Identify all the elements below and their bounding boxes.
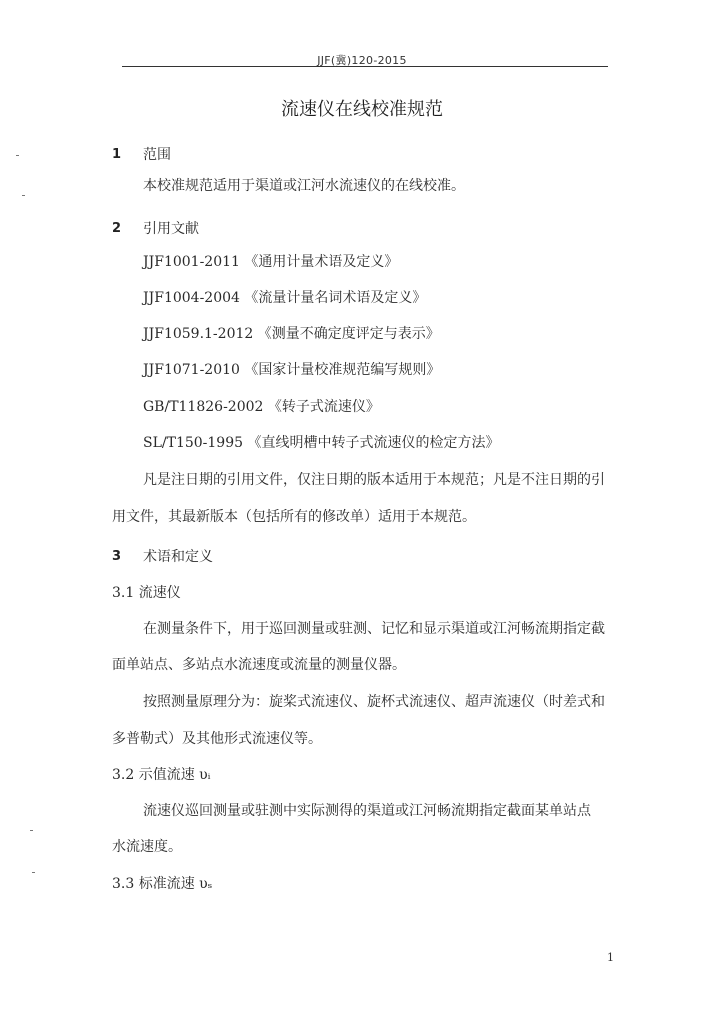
document-code: JJF(冀)120-2015	[317, 54, 407, 67]
reference-item: JJF1004-2004 《流量计量名词术语及定义》	[143, 290, 427, 306]
section-1-title: 范围	[143, 147, 171, 163]
subsection-3-1-label: 3.1 流速仪	[112, 585, 181, 601]
subsection-3-3-label: 3.3 标准流速 υₛ	[112, 876, 213, 892]
reference-item: SL/T150-1995 《直线明槽中转子式流速仪的检定方法》	[143, 435, 500, 451]
subsection-3-1-para2-line2: 多普勒式）及其他形式流速仪等。	[112, 731, 322, 747]
subsection-3-2-para-line2: 水流速度。	[112, 839, 182, 855]
reference-note-line-1: 凡是注日期的引用文件，仅注日期的版本适用于本规范；凡是不注日期的引	[143, 472, 605, 488]
scan-speck	[16, 155, 19, 156]
reference-item: GB/T11826-2002 《转子式流速仪》	[143, 399, 380, 415]
section-1-body: 本校准规范适用于渠道或江河水流速仪的在线校准。	[143, 178, 465, 194]
header-rule	[122, 66, 608, 67]
section-2-title: 引用文献	[143, 221, 199, 237]
subsection-3-1-para1-line1: 在测量条件下，用于巡回测量或驻测、记忆和显示渠道或江河畅流期指定截	[143, 621, 605, 637]
section-1-number: 1	[112, 147, 122, 162]
page-number: 1	[607, 951, 614, 964]
reference-note-line-2: 用文件，其最新版本（包括所有的修改单）适用于本规范。	[112, 509, 476, 525]
page-title: 流速仪在线校准规范	[281, 99, 443, 120]
reference-item: JJF1001-2011 《通用计量术语及定义》	[143, 254, 399, 270]
section-3-number: 3	[112, 549, 122, 564]
scan-speck	[30, 830, 33, 831]
scan-speck	[32, 872, 35, 873]
scan-speck	[22, 195, 25, 196]
reference-item: JJF1059.1-2012 《测量不确定度评定与表示》	[143, 326, 440, 342]
section-3-title: 术语和定义	[143, 549, 213, 565]
subsection-3-1-para1-line2: 面单站点、多站点水流速度或流量的测量仪器。	[112, 657, 406, 673]
section-2-number: 2	[112, 221, 122, 236]
subsection-3-2-label: 3.2 示值流速 υᵢ	[112, 767, 211, 783]
subsection-3-2-para-line1: 流速仪巡回测量或驻测中实际测得的渠道或江河畅流期指定截面某单站点	[143, 803, 591, 819]
reference-item: JJF1071-2010 《国家计量校准规范编写规则》	[143, 362, 441, 378]
subsection-3-1-para2-line1: 按照测量原理分为：旋桨式流速仪、旋杯式流速仪、超声流速仪（时差式和	[143, 694, 605, 710]
